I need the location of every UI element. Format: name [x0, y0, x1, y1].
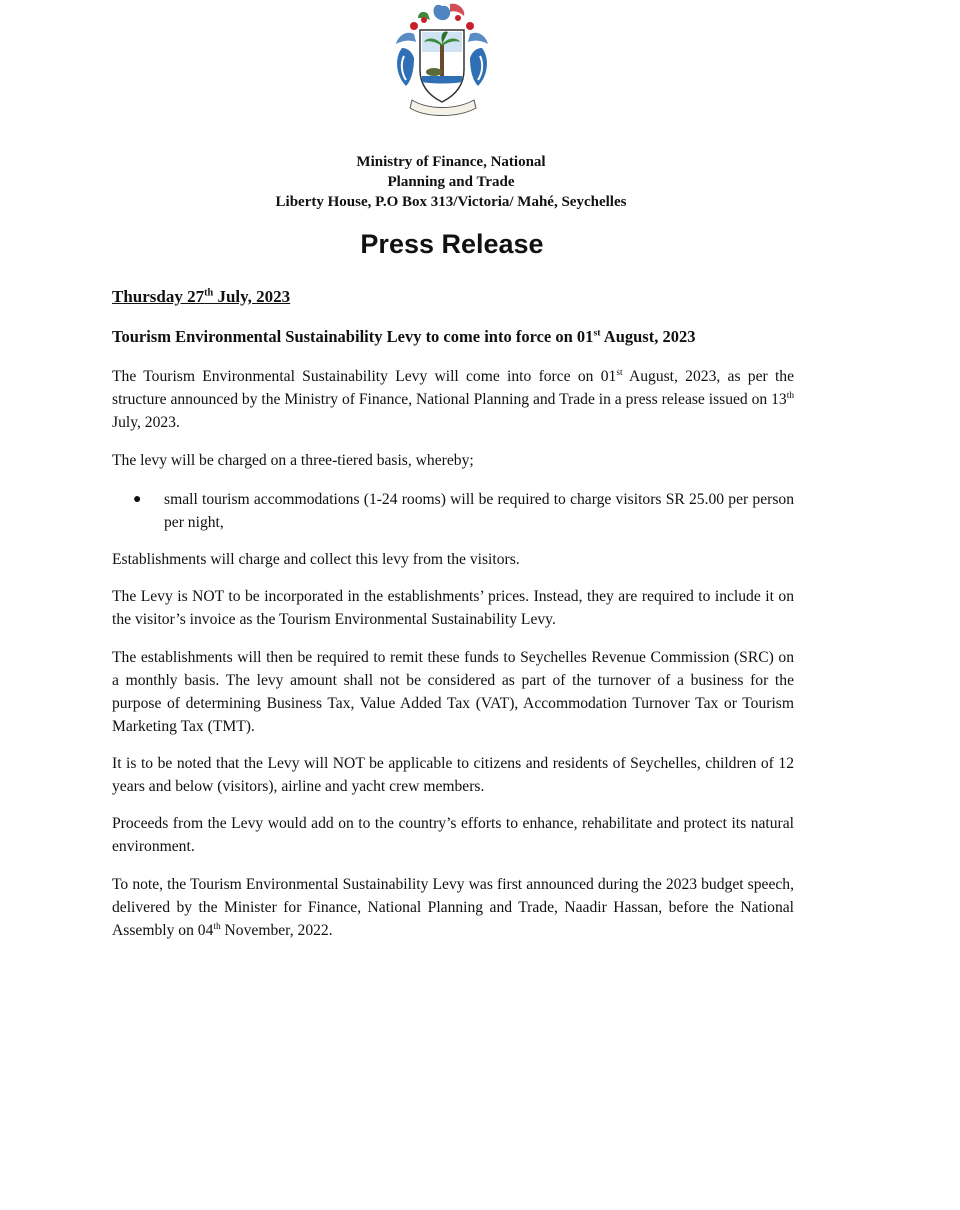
- paragraph-2: [112, 449, 794, 472]
- headline-part1: Tourism Environmental Sustainability Levy to come into force on 01: [112, 327, 594, 346]
- paragraph-8: [112, 873, 794, 942]
- paragraph-7-text: Proceeds from the Levy would add on to the country’s efforts to enhance, rehabilitate and protect its natural environment.: [112, 815, 794, 855]
- paragraph-5-text: The establishments will then be required to remit these funds to Seychelles Revenue Commission (SRC) on a monthly basis. The levy amount shall not be considered as part of the turnover of a business for the purpose of determining Business Tax, Value Added Tax (VAT), Accommodation Turnover Tax or Tourism Marketing Tax (TMT).: [112, 649, 794, 735]
- headline-part2: August, 2023: [600, 327, 696, 346]
- paragraph-1-sup1: st: [616, 367, 623, 378]
- paragraph-7: [112, 812, 794, 858]
- ministry-address: Liberty House, P.O Box 313/Victoria/ Mahé, Seychelles: [275, 194, 627, 210]
- paragraph-3-text: Establishments will charge and collect this levy from the visitors.: [112, 551, 520, 568]
- paragraph-1-a: The Tourism Environmental Sustainability Levy will come into force on 01: [112, 368, 617, 385]
- paragraph-8-sup: th: [213, 921, 221, 932]
- document-title: Press Release: [360, 229, 544, 259]
- paragraph-8-a: To note, the Tourism Environmental Sustainability Levy was first announced during the 2023 budget speech, delivered by the Minister for Finance, National Planning and Trade, Naadir Hassan, before the National Assembly on 04: [112, 876, 794, 939]
- seychelles-coat-of-arms-icon: [384, 0, 500, 124]
- ministry-name-line1: Ministry of Finance, National: [356, 154, 546, 170]
- ministry-name-line2: Planning and Trade: [387, 174, 515, 190]
- paragraph-6-text: It is to be noted that the Levy will NOT be applicable to citizens and residents of Seychelles, children of 12 years and below (visitors), airline and yacht crew members.: [112, 755, 794, 795]
- paragraph-8-b: November, 2022.: [220, 922, 333, 939]
- bullet-text: small tourism accommodations (1-24 rooms) will be required to charge visitors SR 25.00 per person per night,: [164, 491, 794, 531]
- release-date-rest: July, 2023: [213, 287, 291, 306]
- paragraph-4-text: The Levy is NOT to be incorporated in the establishments’ prices. Instead, they are required to include it on the visitor’s invoice as the Tourism Environmental Sustainability Levy.: [112, 588, 794, 628]
- release-date-day: Thursday 27: [112, 287, 205, 306]
- bullet-icon: ●: [133, 492, 142, 507]
- headline: [112, 325, 802, 349]
- paragraph-6: [112, 752, 794, 798]
- paragraph-1: [112, 365, 794, 434]
- release-date: [112, 285, 290, 309]
- headline-suffix: st: [593, 327, 601, 339]
- paragraph-1-b: August, 2023, as per the structure announced by the Ministry of Finance, National Planning and Trade in a press release issued on 13: [112, 368, 794, 408]
- paragraph-3: [112, 548, 794, 571]
- paragraph-1-sup2: th: [786, 390, 794, 401]
- release-date-suffix: th: [204, 287, 214, 299]
- paragraph-4: [112, 585, 794, 631]
- paragraph-5: [112, 646, 794, 738]
- paragraph-1-c: July, 2023.: [112, 414, 180, 431]
- paragraph-2-text: The levy will be charged on a three-tiered basis, whereby;: [112, 452, 474, 469]
